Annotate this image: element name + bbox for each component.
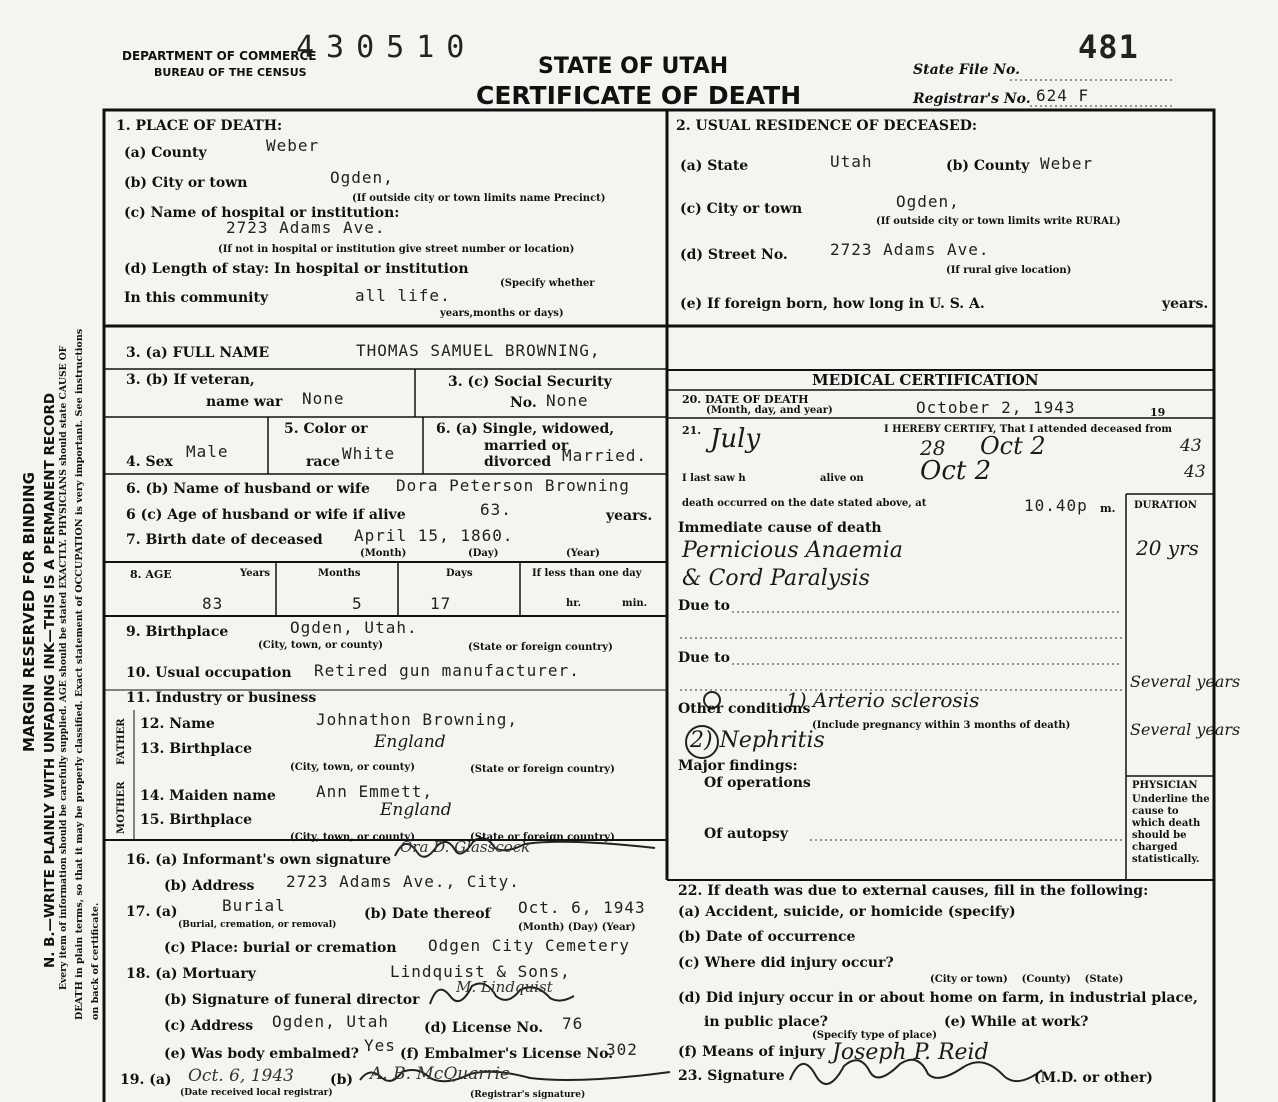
informant-label: 16. (a) Informant's own signature	[126, 852, 392, 868]
res-state-label: (a) State	[680, 158, 749, 174]
physician-note: Underline the cause to which death should be charged statistically.	[1132, 794, 1210, 865]
marital-value: Married.	[562, 446, 648, 465]
operations-label: Of operations	[704, 775, 811, 791]
mother-name-value: Ann Emmett,	[316, 782, 433, 801]
attended-from: July	[710, 424, 761, 454]
duration-2: Several years	[1130, 672, 1241, 691]
external-e: (e) While at work?	[944, 1014, 1089, 1030]
physician-heading: PHYSICIAN	[1132, 780, 1198, 791]
place-of-death-heading: 1. PLACE OF DEATH:	[116, 118, 283, 134]
death-time: 10.40p	[1024, 496, 1088, 515]
age-days-label: Days	[446, 568, 473, 579]
registrar-label: Registrar's No.	[913, 91, 1031, 107]
certificate-number: 481	[1078, 28, 1139, 66]
spouse-value: Dora Peterson Browning	[396, 476, 630, 495]
color-label: 5. Color or	[284, 421, 368, 437]
social-security-label: 3. (c) Social Security	[448, 374, 612, 390]
res-foreign-unit: years.	[1162, 296, 1209, 312]
age-min-label: min.	[622, 598, 648, 609]
attended-year-b: 43	[1184, 462, 1206, 482]
last-saw-label: I last saw h	[682, 473, 746, 484]
father-name-value: Johnathon Browning,	[316, 710, 519, 729]
county-value: Weber	[266, 136, 320, 155]
residence-heading: 2. USUAL RESIDENCE OF DECEASED:	[676, 118, 978, 134]
certify-text: I HEREBY CERTIFY, That I attended deceased from	[884, 424, 1173, 435]
immediate-cause-label: Immediate cause of death	[678, 520, 882, 536]
date-of-death-note: (Month, day, and year)	[706, 405, 833, 416]
duration-1: 20 yrs	[1136, 536, 1199, 560]
city-note: (If outside city or town limits name Precinct)	[352, 193, 606, 204]
registrar-number: 624 F	[1036, 86, 1090, 105]
stay-label: (d) Length of stay: In hospital or institution	[124, 261, 469, 277]
last-saw-date: Oct 2	[920, 456, 992, 486]
spouse-age-unit: years.	[606, 508, 653, 524]
attended-year-a: 43	[1180, 436, 1202, 456]
spouse-age-label: 6 (c) Age of husband or wife if alive	[126, 507, 406, 523]
burial-value: Burial	[222, 896, 286, 915]
hospital-note: (If not in hospital or institution give street number or location)	[218, 244, 575, 255]
due-to-label-2: Due to	[678, 650, 730, 666]
burial-date-value: Oct. 6, 1943	[518, 898, 646, 917]
burial-date-note: (Month) (Day) (Year)	[518, 922, 636, 933]
birth-date-label: 7. Birth date of deceased	[126, 532, 323, 548]
hospital-label: (c) Name of hospital or institution:	[124, 205, 400, 221]
state-file-label: State File No.	[913, 62, 1021, 78]
age-label: 8. AGE	[130, 568, 172, 581]
mother-birth-label: 15. Birthplace	[140, 812, 253, 828]
veteran-label-2: name war	[206, 394, 283, 410]
md-label: (M.D. or other)	[1034, 1070, 1153, 1086]
embalmer-license-value: 302	[606, 1040, 638, 1059]
registrar-sig-note: (Registrar's signature)	[470, 1090, 586, 1100]
sex-label: 4. Sex	[126, 454, 173, 470]
city-value: Ogden,	[330, 168, 394, 187]
external-b: (b) Date of occurrence	[678, 929, 856, 945]
race-value: White	[342, 444, 396, 463]
external-d-note: (Specify type of place)	[812, 1030, 937, 1041]
license-label: (d) License No.	[424, 1020, 544, 1036]
father-birth-note-2: (State or foreign country)	[470, 764, 615, 775]
other-conditions-label: Other conditions	[678, 701, 811, 717]
funeral-director-signature: M. Lindquist	[456, 978, 553, 996]
registrar-signature: A. B. McQuarrie	[370, 1064, 511, 1084]
res-city-label: (c) City or town	[680, 201, 803, 217]
burial-note: (Burial, cremation, or removal)	[178, 920, 337, 930]
veteran-value: None	[302, 389, 345, 408]
registrar-sig-label: (b)	[330, 1072, 354, 1088]
embalmed-label: (e) Was body embalmed?	[164, 1046, 359, 1062]
attended-to: Oct 2	[980, 432, 1046, 460]
father-birth-value: England	[374, 732, 446, 752]
burial-date-label: (b) Date thereof	[364, 906, 491, 922]
father-birth-note-1: (City, town, or county)	[290, 762, 415, 773]
received-date: Oct. 6, 1943	[188, 1066, 294, 1086]
spouse-label: 6. (b) Name of husband or wife	[126, 481, 370, 497]
serial-number: 430510	[296, 30, 477, 65]
date-of-death-value: October 2, 1943	[916, 398, 1076, 417]
burial-place-value: Odgen City Cemetery	[428, 936, 631, 955]
embalmer-license-label: (f) Embalmer's License No.	[400, 1046, 614, 1062]
birth-note-day: (Day)	[468, 548, 499, 559]
res-street-label: (d) Street No.	[680, 247, 788, 263]
birthplace-value: Ogden, Utah.	[290, 618, 418, 637]
occupation-value: Retired gun manufacturer.	[314, 661, 580, 680]
other-condition-2: 2) Nephritis	[690, 728, 825, 753]
age-less-label: If less than one day	[532, 568, 642, 579]
major-findings-label: Major findings:	[678, 758, 798, 774]
alive-label: alive on	[820, 473, 864, 484]
date-of-death-label: 20. DATE OF DEATH	[682, 393, 809, 406]
age-months-value: 5	[352, 594, 363, 613]
margin-instructions-1: Every item of information should be carefully supplied. AGE should be stated EXACTLY. PHYSICIANS should state CAUSE OF	[58, 345, 69, 990]
res-city-note: (If outside city or town limits write RURAL)	[876, 216, 1121, 227]
certificate-title: CERTIFICATE OF DEATH	[476, 81, 802, 110]
informant-signature: Ora D. Glasscock	[400, 838, 531, 856]
age-years-value: 83	[202, 594, 224, 613]
attended-from-day: 28	[920, 436, 946, 460]
margin-instructions-2: DEATH in plain terms, so that it may be properly classified. Exact statement of OCCUPATION is very important. See instructions	[74, 328, 85, 1020]
age-months-label: Months	[318, 568, 361, 579]
bureau-census: BUREAU OF THE CENSUS	[154, 66, 307, 79]
birth-note-month: (Month)	[360, 548, 407, 559]
funeral-director-label: (b) Signature of funeral director	[164, 992, 420, 1008]
burial-label: 17. (a)	[126, 904, 178, 920]
mother-name-label: 14. Maiden name	[140, 788, 276, 804]
res-foreign-label: (e) If foreign born, how long in U. S. A.	[680, 296, 985, 312]
immediate-cause-2: & Cord Paralysis	[682, 566, 870, 591]
external-d2: in public place?	[704, 1014, 828, 1030]
duration-3: Several years	[1130, 720, 1241, 739]
industry-label: 11. Industry or business	[126, 690, 317, 706]
mortuary-address-label: (c) Address	[164, 1018, 254, 1034]
community-label: In this community	[124, 290, 269, 306]
stay-note: (Specify whether	[500, 278, 595, 289]
dept-commerce: DEPARTMENT OF COMMERCE	[122, 49, 317, 63]
age-hr-label: hr.	[566, 598, 582, 609]
informant-address-value: 2723 Adams Ave., City.	[286, 872, 520, 891]
father-tag: FATHER	[116, 718, 127, 765]
physician-signature: Joseph P. Reid	[832, 1040, 989, 1065]
age-years-label: Years	[240, 568, 271, 579]
marital-label-2: married or	[484, 438, 569, 454]
certify-label: 21.	[682, 424, 702, 437]
full-name-value: THOMAS SAMUEL BROWNING,	[356, 341, 601, 360]
community-note: years,months or days)	[440, 308, 564, 319]
marital-label-3: divorced	[484, 454, 552, 470]
mother-tag: MOTHER	[116, 781, 127, 834]
age-days-value: 17	[430, 594, 452, 613]
due-to-label-1: Due to	[678, 598, 730, 614]
burial-place-label: (c) Place: burial or cremation	[164, 940, 397, 956]
external-d: (d) Did injury occur in or about home on farm, in industrial place,	[678, 990, 1198, 1006]
birthplace-note-1: (City, town, or county)	[258, 640, 383, 651]
informant-address-label: (b) Address	[164, 878, 255, 894]
marital-label: 6. (a) Single, widowed,	[436, 421, 615, 437]
res-county-value: Weber	[1040, 154, 1094, 173]
mother-birth-note-1: (City, town, or county)	[290, 832, 415, 843]
res-street-note: (If rural give location)	[946, 265, 1072, 276]
social-security-label-2: No.	[510, 395, 537, 411]
birthplace-label: 9. Birthplace	[126, 624, 229, 640]
mortuary-value: Lindquist & Sons,	[390, 962, 571, 981]
mortuary-label: 18. (a) Mortuary	[126, 966, 256, 982]
death-time-unit: m.	[1100, 502, 1116, 515]
physician-signature-label: 23. Signature	[678, 1068, 785, 1084]
birth-date-value: April 15, 1860.	[354, 526, 514, 545]
medical-heading: MEDICAL CERTIFICATION	[812, 371, 1039, 389]
autopsy-label: Of autopsy	[704, 826, 788, 842]
license-value: 76	[562, 1014, 584, 1033]
margin-instructions-3: on back of certificate.	[90, 902, 101, 1020]
occupation-label: 10. Usual occupation	[126, 665, 292, 681]
received-note: (Date received local registrar)	[180, 1088, 333, 1098]
mother-birth-value: England	[380, 800, 452, 820]
other-conditions-note: (Include pregnancy within 3 months of death)	[812, 720, 1071, 731]
received-label: 19. (a)	[120, 1072, 172, 1088]
hospital-value: 2723 Adams Ave.	[226, 218, 386, 237]
res-county-label: (b) County	[946, 158, 1030, 174]
external-f: (f) Means of injury	[678, 1044, 826, 1060]
birth-note-year: (Year)	[566, 548, 600, 559]
immediate-cause-1: Pernicious Anaemia	[682, 538, 903, 563]
res-city-value: Ogden,	[896, 192, 960, 211]
margin-binding: MARGIN RESERVED FOR BINDING	[20, 472, 38, 752]
city-label: (b) City or town	[124, 175, 248, 191]
res-state-value: Utah	[830, 152, 873, 171]
birthplace-note-2: (State or foreign country)	[468, 642, 613, 653]
community-value: all life.	[355, 286, 451, 305]
external-a: (a) Accident, suicide, or homicide (specify)	[678, 904, 1016, 920]
date-of-death-tail: 19	[1150, 406, 1166, 419]
duration-heading: DURATION	[1134, 500, 1197, 511]
death-statement: death occurred on the date stated above, at	[682, 498, 927, 509]
county-label: (a) County	[124, 145, 207, 161]
external-c-note: (City or town) (County) (State)	[930, 974, 1124, 985]
other-condition-1: 1) Arterio sclerosis	[786, 688, 980, 712]
social-security-value: None	[546, 391, 589, 410]
veteran-label: 3. (b) If veteran,	[126, 372, 255, 388]
external-c: (c) Where did injury occur?	[678, 955, 894, 971]
spouse-age-value: 63.	[480, 500, 512, 519]
margin-permanent-record: N. B.—WRITE PLAINLY WITH UNFADING INK—THIS IS A PERMANENT RECORD	[42, 392, 58, 968]
external-heading: 22. If death was due to external causes, fill in the following:	[678, 883, 1149, 899]
embalmed-value: Yes	[364, 1036, 396, 1055]
sex-value: Male	[186, 442, 229, 461]
father-name-label: 12. Name	[140, 716, 215, 732]
mother-birth-note-2: (State or foreign country)	[470, 832, 615, 843]
full-name-label: 3. (a) FULL NAME	[126, 345, 270, 361]
mortuary-address-value: Ogden, Utah	[272, 1012, 389, 1031]
state-title: STATE OF UTAH	[538, 54, 729, 79]
res-street-value: 2723 Adams Ave.	[830, 240, 990, 259]
father-birth-label: 13. Birthplace	[140, 741, 253, 757]
race-label: race	[306, 454, 340, 470]
